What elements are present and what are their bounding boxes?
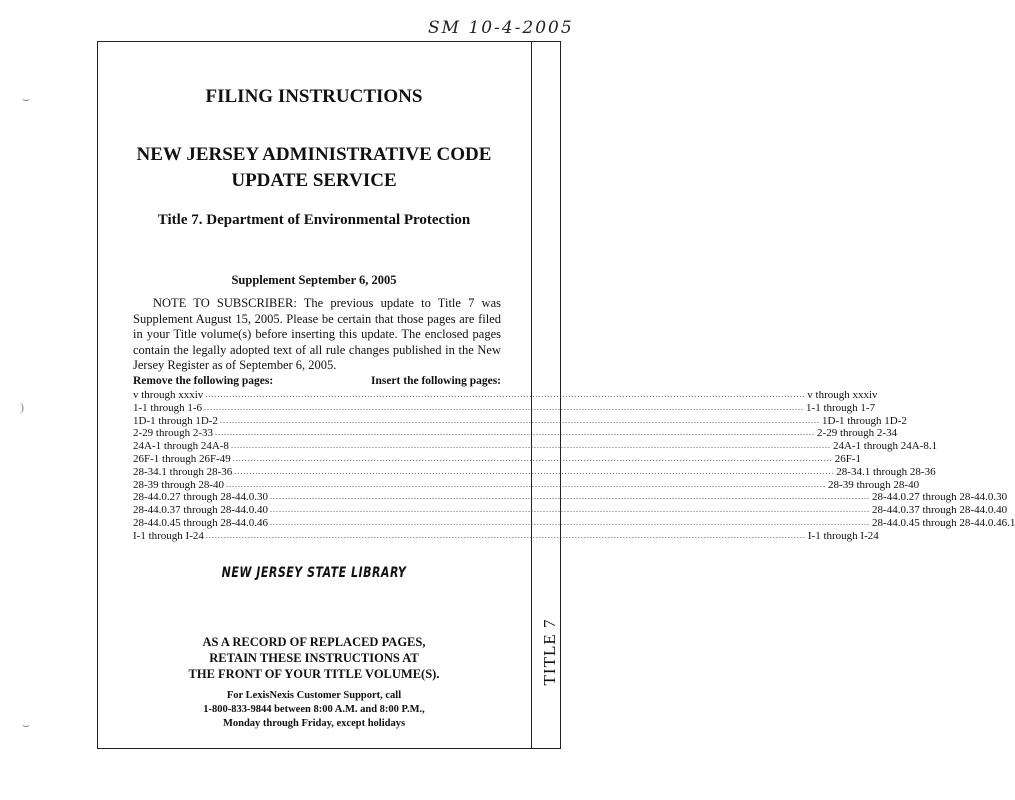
service-title-line2: UPDATE SERVICE <box>231 170 397 191</box>
record-notice <box>100 634 528 682</box>
remove-pages: v through xxxiv <box>133 389 204 401</box>
table-row <box>133 491 1008 504</box>
pages-table <box>133 389 1015 543</box>
supplement-date: Supplement September 6, 2005 <box>231 273 397 287</box>
table-row <box>133 452 862 466</box>
table-row <box>133 440 938 453</box>
table-row <box>133 478 920 492</box>
scan-mark: ) <box>20 400 24 414</box>
table-row <box>133 414 907 428</box>
insert-pages: 1D-1 through 1D-2 <box>821 414 907 427</box>
remove-pages: 2-29 through 2-33 <box>133 427 214 440</box>
insert-pages: 24A-1 through 24A-8.1 <box>832 440 938 453</box>
insert-header: Insert the following pages: <box>370 375 501 387</box>
remove-pages: 1-1 through 1-6 <box>133 401 203 414</box>
dot-leader: ........................................................................................................................................................................................................ <box>230 441 831 451</box>
table-row <box>133 427 898 440</box>
subject-heading: Title 7. Department of Environmental Protection <box>157 212 471 228</box>
subscriber-note: NOTE TO SUBSCRIBER: The previous update to Title 7 was Supplement August 15, 2005. Please be certain that those pages are filed in your Title volume(s) before inserting this update. The enclosed pages contain the legally adopted text of all rule changes published in the New Jersey Register as of September 6, 2005. <box>133 296 501 372</box>
remove-pages: 24A-1 through 24A-8 <box>133 440 229 453</box>
table-row <box>133 504 1008 517</box>
insert-pages: 28-39 through 28-40 <box>828 478 920 491</box>
record-line-1: AS A RECORD OF REPLACED PAGES, <box>202 635 426 649</box>
insert-pages: 28-44.0.37 through 28-44.0.40 <box>872 504 1008 517</box>
dot-leader: ........................................................................................................................................................................................................ <box>219 415 820 425</box>
table-row <box>133 465 936 479</box>
handwritten-date-note: SM 10-4-2005 <box>428 18 574 38</box>
remove-pages: I-1 through I-24 <box>133 529 204 542</box>
dot-leader: ........................................................................................................................................................................................................ <box>205 390 806 399</box>
dot-leader: ........................................................................................................................................................................................................ <box>215 428 816 438</box>
insert-pages: 1-1 through 1-7 <box>806 401 876 414</box>
dot-leader: ........................................................................................................................................................................................................ <box>270 505 871 515</box>
insert-pages: v through xxxiv <box>807 389 878 401</box>
table-row <box>133 401 876 415</box>
support-line-2: 1-800-833-9844 between 8:00 A.M. and 8:00 P.M., <box>203 704 425 715</box>
insert-pages: 2-29 through 2-34 <box>817 427 898 440</box>
remove-header: Remove the following pages: <box>133 375 274 387</box>
table-row <box>133 516 1015 530</box>
remove-pages: 28-44.0.37 through 28-44.0.40 <box>133 504 269 517</box>
dot-leader: ........................................................................................................................................................................................................ <box>205 530 806 540</box>
remove-pages: 1D-1 through 1D-2 <box>133 414 218 427</box>
dot-leader: ........................................................................................................................................................................................................ <box>234 466 835 476</box>
scan-mark: ⌣ <box>22 92 30 106</box>
dot-leader: ........................................................................................................................................................................................................ <box>232 453 833 463</box>
tab-label: TITLE 7 <box>540 618 559 686</box>
remove-pages: 28-44.0.27 through 28-44.0.30 <box>133 491 269 504</box>
dot-leader: ........................................................................................................................................................................................................ <box>270 492 871 502</box>
page-title: FILING INSTRUCTIONS <box>205 86 423 107</box>
dot-leader: ........................................................................................................................................................................................................ <box>270 517 871 527</box>
library-stamp: NEW JERSEY STATE LIBRARY <box>221 564 407 581</box>
insert-pages: 26F-1 <box>834 452 862 465</box>
insert-pages: 28-44.0.27 through 28-44.0.30 <box>872 491 1008 504</box>
scan-mark: ⌣ <box>22 718 30 732</box>
remove-pages: 28-34.1 through 28-36 <box>133 465 233 478</box>
remove-pages: 28-39 through 28-40 <box>133 478 225 491</box>
pages-table-header <box>133 375 501 387</box>
remove-pages: 26F-1 through 26F-49 <box>133 452 231 465</box>
dot-leader: ........................................................................................................................................................................................................ <box>226 479 827 489</box>
table-row <box>133 389 878 402</box>
customer-support <box>100 689 528 731</box>
record-line-3: THE FRONT OF YOUR TITLE VOLUME(S). <box>188 667 440 681</box>
record-line-2: RETAIN THESE INSTRUCTIONS AT <box>209 651 419 665</box>
support-line-3: Monday through Friday, except holidays <box>222 718 406 729</box>
insert-pages: 28-34.1 through 28-36 <box>836 465 936 478</box>
service-title <box>100 142 528 194</box>
service-title-line1: NEW JERSEY ADMINISTRATIVE CODE <box>136 144 492 165</box>
support-line-1: For LexisNexis Customer Support, call <box>226 690 402 701</box>
insert-pages: I-1 through I-24 <box>807 529 879 542</box>
remove-pages: 28-44.0.45 through 28-44.0.46 <box>133 516 269 529</box>
table-row <box>133 529 879 543</box>
dot-leader: ........................................................................................................................................................................................................ <box>204 402 805 412</box>
insert-pages: 28-44.0.45 through 28-44.0.46.1 <box>872 516 1015 529</box>
